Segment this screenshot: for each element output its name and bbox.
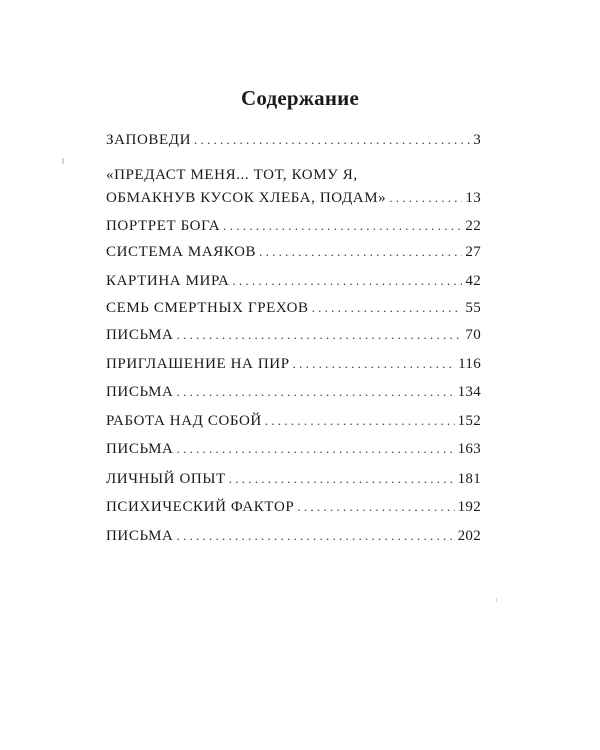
toc-entry <box>106 166 481 207</box>
leader-dots <box>297 498 454 516</box>
leader-dots <box>232 272 462 290</box>
leader-dots <box>176 440 454 458</box>
toc-entry-title: СЕМЬ СМЕРТНЫХ ГРЕХОВ <box>106 300 309 316</box>
toc-entry-page: 42 <box>465 273 481 289</box>
toc-entry-title: ЛИЧНЫЙ ОПЫТ <box>106 471 226 487</box>
leader-dots <box>194 131 470 149</box>
toc-entry-title-line2: ОБМАКНУВ КУСОК ХЛЕБА, ПОДАМ» <box>106 190 387 206</box>
leader-dots <box>265 412 455 430</box>
toc-entry-page: 55 <box>465 300 481 316</box>
toc-entry <box>106 470 481 488</box>
leader-dots <box>229 470 455 488</box>
leader-dots <box>259 243 462 261</box>
toc-entry <box>106 440 481 458</box>
leader-dots <box>312 299 463 317</box>
toc-entry-title: ПИСЬМА <box>106 384 174 400</box>
toc-entry-title: ПОРТРЕТ БОГА <box>106 218 221 234</box>
toc-entry-title: РАБОТА НАД СОБОЙ <box>106 413 262 429</box>
toc-entry <box>106 272 481 290</box>
page-speck <box>496 598 497 602</box>
toc-entry <box>106 412 481 430</box>
toc-entry-page: 22 <box>465 218 481 234</box>
toc-entry-page: 134 <box>457 384 481 400</box>
toc-entry-title-line1: «ПРЕДАСТ МЕНЯ... ТОТ, КОМУ Я, <box>106 167 358 183</box>
leader-dots <box>176 527 454 545</box>
leader-dots <box>176 383 454 401</box>
toc-entry <box>106 326 481 344</box>
page-speck <box>62 158 64 164</box>
leader-dots <box>176 326 462 344</box>
toc-entry-page: 3 <box>473 132 481 148</box>
leader-dots <box>389 189 462 207</box>
toc-entry-page: 27 <box>465 244 481 260</box>
toc-entry <box>106 299 481 317</box>
toc-entry-page: 70 <box>465 327 481 343</box>
toc-entry-title: КАРТИНА МИРА <box>106 273 230 289</box>
toc-entry <box>106 527 481 545</box>
toc-entry-title: ПИСЬМА <box>106 441 174 457</box>
toc-entry-page: 181 <box>457 471 481 487</box>
toc-entry-page: 152 <box>457 413 481 429</box>
toc-entry <box>106 498 481 516</box>
toc-entry <box>106 355 481 373</box>
toc-entry-page: 116 <box>458 356 481 372</box>
leader-dots <box>293 355 456 373</box>
toc-entry-page: 202 <box>457 528 481 544</box>
toc-entry <box>106 217 481 235</box>
toc-entry-title: ЗАПОВЕДИ <box>106 132 192 148</box>
toc-entry-title: СИСТЕМА МАЯКОВ <box>106 244 257 260</box>
toc-entry-page: 13 <box>465 190 481 206</box>
toc-entry-page: 163 <box>457 441 481 457</box>
toc-entry <box>106 131 481 149</box>
toc-entry-title: ПИСЬМА <box>106 327 174 343</box>
toc-entry <box>106 243 481 261</box>
toc-entry-page: 192 <box>457 499 481 515</box>
leader-dots <box>223 217 462 235</box>
toc-entry-title: ПСИХИЧЕСКИЙ ФАКТОР <box>106 499 295 515</box>
page-title: Содержание <box>241 86 359 110</box>
toc-entry <box>106 383 481 401</box>
toc-entry-title: ПИСЬМА <box>106 528 174 544</box>
toc-entry-title: ПРИГЛАШЕНИЕ НА ПИР <box>106 356 290 372</box>
